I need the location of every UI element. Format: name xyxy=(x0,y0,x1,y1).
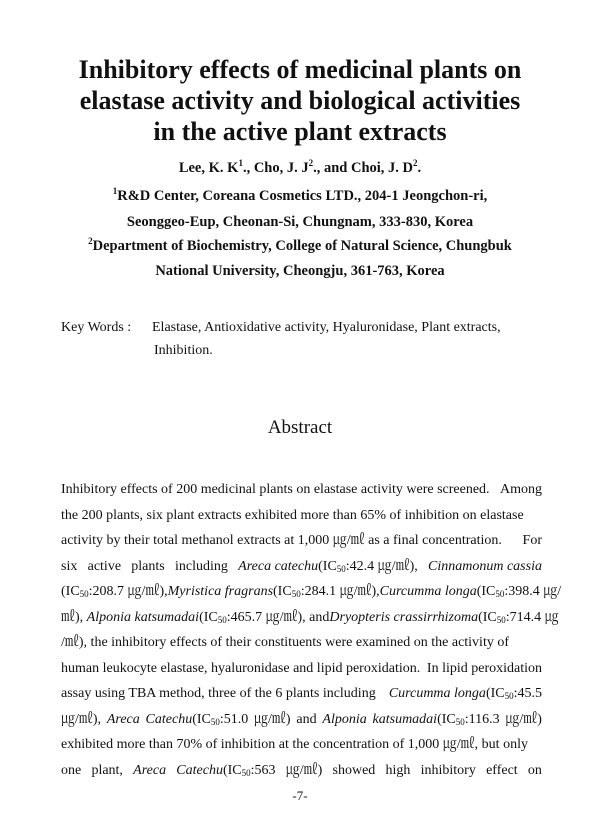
abstract-text: :208.7 ㎍/㎖), xyxy=(88,584,168,599)
species-name: Areca xyxy=(106,711,140,727)
subscript: 50 xyxy=(495,589,505,599)
species-name: Catechu xyxy=(176,762,223,778)
abstract-text: ㎍/㎖) xyxy=(285,762,323,778)
abstract-text: For xyxy=(522,533,542,548)
abstract-text: (IC xyxy=(485,686,505,701)
abstract-text: inhibitory xyxy=(420,762,476,778)
abstract-line-10 xyxy=(61,707,542,733)
abstract-text xyxy=(146,707,249,733)
species-name: Curcumma longa xyxy=(388,686,486,701)
abstract-text: six xyxy=(61,558,78,574)
abstract-text: (IC xyxy=(478,609,497,625)
species-name: Dryopteris crassirrhizoma xyxy=(329,609,479,625)
abstract-text: In lipid peroxidation xyxy=(426,660,542,676)
subscript: 50 xyxy=(455,716,465,727)
subscript: 50 xyxy=(496,614,506,625)
abstract-text: Among xyxy=(500,482,542,497)
abstract-line-5 xyxy=(61,579,562,605)
abstract-text: Inhibitory effects of 200 medicinal plants on elastase activity were screened. xyxy=(61,482,490,497)
abstract-text xyxy=(238,554,418,580)
title-line-3: in the active plant extracts xyxy=(153,117,447,146)
abstract-text: on xyxy=(527,762,542,778)
abstract-line-8 xyxy=(61,656,542,682)
title-line-2: elastase activity and biological activities xyxy=(79,86,521,115)
affiliation-2-text: Department of Biochemistry, College of Natural Science, Chungbuk xyxy=(92,238,512,254)
subscript: 50 xyxy=(210,716,220,727)
abstract-text: (IC xyxy=(222,762,242,778)
abstract-text: :42.4 ㎍/㎖), xyxy=(345,558,418,574)
affiliation-line-1 xyxy=(0,188,600,205)
abstract-text: /㎖), the inhibitory effects of their constituents were examined on the activity of xyxy=(61,635,509,650)
subscript: 50 xyxy=(504,691,514,701)
author-2-sup: 2 xyxy=(308,158,314,169)
abstract-text: high xyxy=(385,762,411,778)
abstract-text: including xyxy=(175,558,228,574)
species-name: Alponia xyxy=(322,711,367,727)
abstract-text: plants xyxy=(131,558,165,574)
abstract-text xyxy=(373,707,500,733)
abstract-text: assay using TBA method, three of the 6 plants including xyxy=(61,686,376,701)
affiliation-line-2: Seonggeo-Eup, Cheonan-Si, Chungnam, 333-830, Korea xyxy=(126,214,474,230)
abstract-line-4 xyxy=(61,554,542,580)
species-name: Myristica fragrans xyxy=(167,584,274,599)
abstract-text: (IC xyxy=(437,711,456,727)
abstract-text: (IC xyxy=(199,609,218,625)
abstract-text: :563 xyxy=(250,762,276,778)
abstract-text: :51.0 xyxy=(219,711,249,727)
author-1-sup: 1 xyxy=(238,158,243,169)
species-name: Alponia katsumadai xyxy=(86,609,200,625)
subscript: 50 xyxy=(336,563,346,574)
author-3-sup: 2 xyxy=(413,158,418,169)
keywords-label: Key Words : xyxy=(61,320,132,335)
subscript: 50 xyxy=(217,614,227,625)
abstract-line-9 xyxy=(61,681,542,707)
affiliation-2-sup: 2 xyxy=(88,236,93,247)
keywords xyxy=(61,316,551,362)
abstract-text xyxy=(329,605,558,631)
abstract-text: effect xyxy=(486,762,518,778)
species-name: Catechu xyxy=(145,711,193,727)
abstract-text: (IC xyxy=(192,711,211,727)
authors-line xyxy=(0,160,600,177)
species-name: Areca catechu xyxy=(238,558,319,574)
abstract-text: active xyxy=(87,558,122,574)
abstract-text: :284.1 ㎍/㎖), xyxy=(300,584,380,599)
abstract-body xyxy=(61,477,562,783)
species-name: Curcumma longa xyxy=(379,584,477,599)
abstract-text: :398.4 ㎍/ xyxy=(504,584,562,599)
affiliation-1-text: R&D Center, Coreana Cosmetics LTD., 204-1 Jeongchon-ri, xyxy=(117,188,488,204)
abstract-text xyxy=(61,605,329,631)
authors-end: . xyxy=(417,160,422,176)
abstract-text: (IC xyxy=(318,558,337,574)
abstract-text: ㎖), xyxy=(61,609,84,625)
affiliation-1-sup: 1 xyxy=(112,186,118,197)
paper-title xyxy=(0,54,600,147)
abstract-text: :45.5 xyxy=(513,686,542,701)
abstract-text: :116.3 xyxy=(464,711,500,727)
abstract-line-6 xyxy=(61,605,559,631)
subscript: 50 xyxy=(79,589,89,599)
abstract-text: (IC xyxy=(476,584,496,599)
abstract-text xyxy=(380,579,562,605)
author-2: ., Cho, J. J xyxy=(242,160,309,176)
abstract-text: :465.7 ㎍/㎖), and xyxy=(226,609,330,625)
species-name: katsumadai xyxy=(372,711,438,727)
abstract-text: ㎍/㎖) xyxy=(254,711,291,727)
page-number: -7- xyxy=(292,788,308,803)
abstract-text: one xyxy=(61,762,82,778)
abstract-line-11 xyxy=(61,732,542,758)
abstract-text xyxy=(61,579,168,605)
subscript: 50 xyxy=(291,589,301,599)
abstract-line-1 xyxy=(61,477,542,503)
abstract-text: :714.4 ㎍ xyxy=(505,609,559,625)
keywords-line-2: Inhibition. xyxy=(154,343,213,358)
species-name: Cinnamonum cassia xyxy=(428,558,542,574)
author-3: ., and Choi, J. D xyxy=(313,160,414,176)
abstract-heading: Abstract xyxy=(267,417,333,438)
abstract-text: and xyxy=(296,711,317,727)
affiliation-line-4: National University, Cheongju, 361-763, Korea xyxy=(155,263,445,279)
abstract-text: ㎍/㎖) xyxy=(505,711,542,727)
abstract-line-7 xyxy=(61,630,542,656)
species-name: Areca xyxy=(133,762,167,778)
abstract-text: exhibited more than 70% of inhibition at the concentration of 1,000 ㎍/㎖, but only xyxy=(61,737,528,752)
abstract-text: the 200 plants, six plant extracts exhibited more than 65% of inhibition on elastase xyxy=(61,507,524,523)
abstract-line-2 xyxy=(61,503,542,529)
abstract-text xyxy=(168,579,380,605)
abstract-text: (IC xyxy=(61,584,80,599)
abstract-text: ㎍/㎖), xyxy=(61,711,102,727)
abstract-text: (IC xyxy=(273,584,292,599)
affiliation-line-3 xyxy=(0,238,600,255)
abstract-line-12 xyxy=(61,758,542,784)
keywords-line-1: Elastase, Antioxidative activity, Hyaluronidase, Plant extracts, xyxy=(152,320,501,335)
abstract-text xyxy=(389,681,542,707)
author-1: Lee, K. K xyxy=(178,160,239,176)
abstract-line-3 xyxy=(61,528,542,554)
abstract-text xyxy=(176,758,275,784)
abstract-text: activity by their total methanol extracts at 1,000 ㎍/㎖ as a final concentration. xyxy=(61,533,502,548)
abstract-text: plant, xyxy=(91,762,123,778)
abstract-text: human leukocyte elastase, hyaluronidase and lipid peroxidation. xyxy=(61,660,421,676)
subscript: 50 xyxy=(241,767,251,778)
abstract-text: showed xyxy=(332,762,376,778)
title-line-1: Inhibitory effects of medicinal plants on xyxy=(78,55,522,84)
